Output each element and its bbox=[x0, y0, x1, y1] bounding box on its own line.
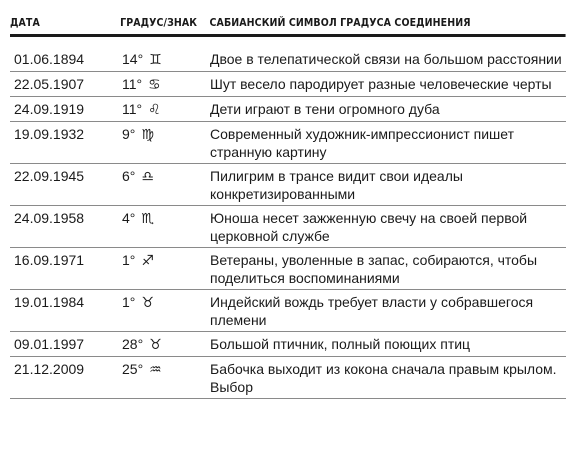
degree-sign-cell bbox=[122, 248, 210, 289]
degree-sign-cell bbox=[122, 97, 210, 121]
date-cell: 22.05.1907 bbox=[14, 76, 85, 92]
degree-value: 28° bbox=[122, 336, 144, 352]
table-row bbox=[10, 206, 566, 248]
degree-sign-cell bbox=[122, 122, 210, 163]
degree-sign-cell bbox=[122, 332, 210, 356]
sabian-symbol-cell: Ветераны, уволенные в запас, собираются, чтобы поделиться воспоминаниями bbox=[210, 252, 538, 286]
degree-value: 11° bbox=[122, 101, 143, 117]
table-row bbox=[10, 164, 566, 206]
table-header bbox=[10, 10, 566, 37]
header-sabian-symbol: САБИАНСКИЙ СИМВОЛ ГРАДУСА СОЕДИНЕНИЯ bbox=[209, 16, 471, 29]
aquarius-icon: ♒ bbox=[149, 362, 162, 378]
degree-sign-cell bbox=[122, 290, 210, 331]
date-cell: 16.09.1971 bbox=[14, 252, 85, 268]
sabian-symbol-cell: Юноша несет зажженную свечу на своей первой церковной службе bbox=[210, 210, 528, 244]
date-cell: 24.09.1958 bbox=[14, 210, 85, 226]
sagittarius-icon: ♐ bbox=[141, 253, 154, 269]
degree-value: 14° bbox=[122, 51, 144, 67]
date-cell: 22.09.1945 bbox=[14, 168, 85, 184]
degree-value: 1° bbox=[122, 252, 136, 268]
degree-sign-cell bbox=[122, 357, 210, 398]
degree-value: 6° bbox=[122, 168, 136, 184]
degree-sign-cell bbox=[122, 47, 210, 71]
leo-icon: ♌ bbox=[148, 102, 161, 118]
date-cell: 24.09.1919 bbox=[14, 101, 85, 117]
cancer-icon: ♋ bbox=[148, 77, 161, 93]
sabian-symbol-cell: Дети играют в тени огромного дуба bbox=[210, 101, 440, 117]
degree-value: 9° bbox=[122, 126, 136, 142]
taurus-icon: ♉ bbox=[149, 337, 162, 353]
header-degree-sign: ГРАДУС/ЗНАК bbox=[120, 16, 198, 29]
degree-sign-cell bbox=[122, 206, 210, 247]
header-date: ДАТА bbox=[10, 16, 40, 29]
sabian-symbol-cell: Двое в телепатической связи на большом расстоянии bbox=[210, 51, 562, 67]
degree-sign-cell bbox=[122, 72, 210, 96]
date-cell: 19.01.1984 bbox=[14, 294, 85, 310]
sabian-symbol-cell: Индейский вождь требует власти у собравшегося племени bbox=[210, 294, 534, 328]
table-row bbox=[10, 332, 566, 357]
table-row bbox=[10, 122, 566, 164]
table-row bbox=[10, 72, 566, 97]
table-row bbox=[10, 97, 566, 122]
table-body bbox=[10, 47, 566, 399]
date-cell: 19.09.1932 bbox=[14, 126, 85, 142]
sabian-symbol-cell: Современный художник-импрессионист пишет странную картину bbox=[210, 126, 515, 160]
date-cell: 09.01.1997 bbox=[14, 336, 85, 352]
table-row bbox=[10, 248, 566, 290]
degree-value: 11° bbox=[122, 76, 143, 92]
scorpio-icon: ♏ bbox=[141, 211, 154, 227]
date-cell: 01.06.1894 bbox=[14, 51, 85, 67]
table-row bbox=[10, 290, 566, 332]
degree-value: 4° bbox=[122, 210, 136, 226]
date-cell: 21.12.2009 bbox=[14, 361, 85, 377]
degree-value: 25° bbox=[122, 361, 144, 377]
virgo-icon: ♍ bbox=[141, 127, 154, 143]
degree-value: 1° bbox=[122, 294, 136, 310]
degree-sign-cell bbox=[122, 164, 210, 205]
sabian-symbol-cell: Пилигрим в трансе видит свои идеалы конкретизированными bbox=[210, 168, 463, 202]
sabian-symbol-cell: Большой птичник, полный поющих птиц bbox=[210, 336, 471, 352]
libra-icon: ♎ bbox=[141, 169, 154, 185]
taurus-icon: ♉ bbox=[141, 295, 154, 311]
gemini-icon: ♊ bbox=[149, 52, 162, 68]
sabian-symbol-cell: Шут весело пародирует разные человеческие черты bbox=[210, 76, 552, 92]
table-row bbox=[10, 357, 566, 399]
table-row bbox=[10, 47, 566, 72]
sabian-table bbox=[10, 10, 566, 399]
sabian-symbol-cell: Бабочка выходит из кокона сначала правым крылом. Выбор bbox=[210, 361, 557, 395]
